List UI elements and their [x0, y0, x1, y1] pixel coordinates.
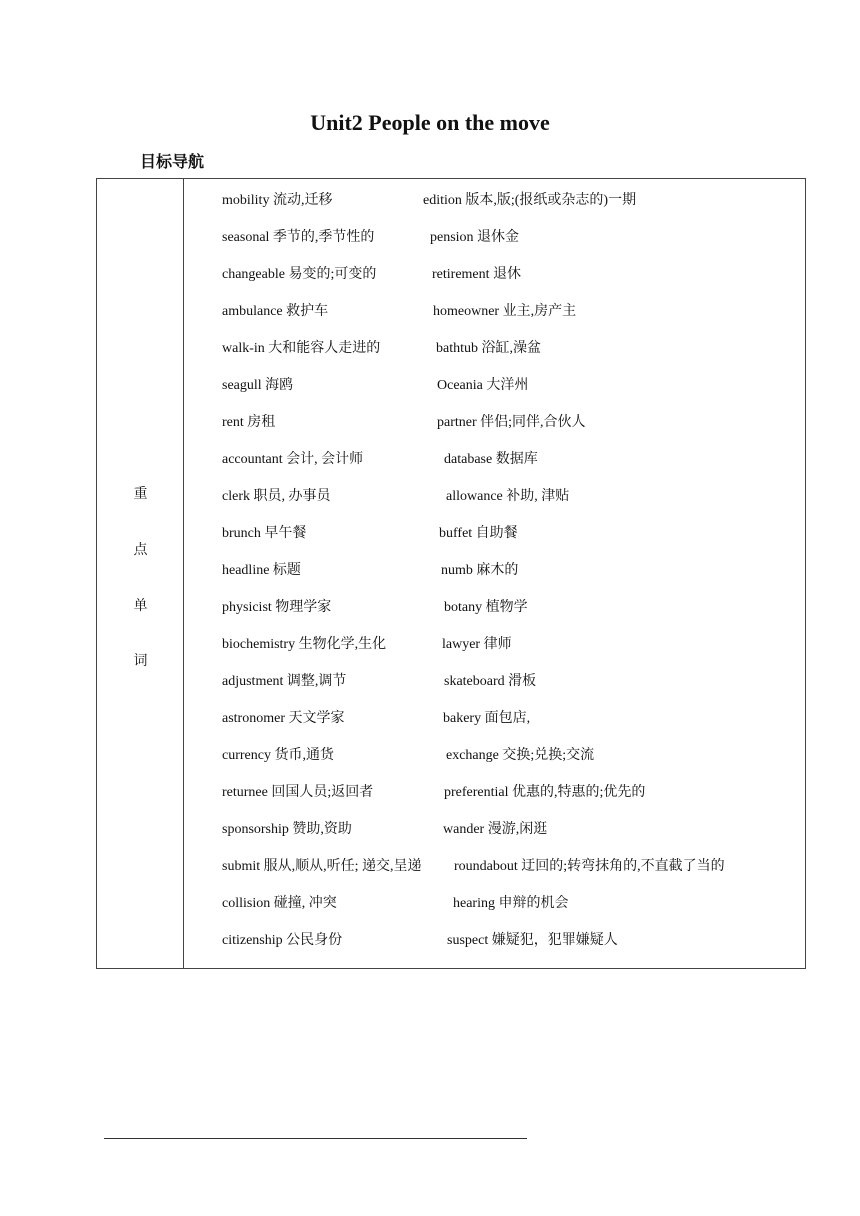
- vocab-entry-right: lawyer 律师: [442, 637, 512, 652]
- vocab-entry-right: Oceania 大洋州: [437, 378, 529, 393]
- vocab-entry-right: bakery 面包店,: [443, 711, 531, 726]
- vocab-entry-left: physicist 物理学家: [222, 600, 332, 615]
- vocab-entry-left: sponsorship 赞助,资助: [222, 822, 352, 837]
- vocab-entry-left: seasonal 季节的,季节性的: [222, 230, 375, 245]
- vocab-entry-left: adjustment 调整,调节: [222, 674, 347, 689]
- vocab-entry-left: biochemistry 生物化学,生化: [222, 637, 387, 652]
- vocab-entry-left: mobility 流动,迁移: [222, 193, 333, 208]
- vocab-entry-left: accountant 会计, 会计师: [222, 452, 364, 467]
- vocab-entry-right: homeowner 业主,房产主: [433, 304, 577, 319]
- vocab-entry-left: rent 房租: [222, 415, 276, 430]
- vocab-entry-right: roundabout 迂回的;转弯抹角的,不直截了当的: [454, 859, 725, 874]
- vocab-entry-right: skateboard 滑板: [444, 674, 537, 689]
- page-title: Unit2 People on the move: [310, 110, 550, 135]
- label-char: 单: [133, 598, 148, 614]
- vocab-entry-right: exchange 交换;兑换;交流: [446, 748, 595, 763]
- vocab-entry-right: numb 麻木的: [441, 563, 519, 578]
- vocab-entry-left: astronomer 天文学家: [222, 711, 345, 726]
- vocab-entry-right: bathtub 浴缸,澡盆: [436, 341, 541, 356]
- vocab-entry-right: edition 版本,版;(报纸或杂志的)一期: [423, 193, 637, 208]
- vocab-entry-right: partner 伴侣;同伴,合伙人: [437, 415, 586, 430]
- vocab-entry-left: submit 服从,顺从,听任; 递交,呈递: [222, 859, 422, 874]
- vocab-entry-right: buffet 自助餐: [439, 526, 518, 541]
- vocab-entry-left: headline 标题: [222, 563, 301, 578]
- vocabulary-label-cell: [97, 179, 184, 968]
- vocab-entry-left: collision 碰撞, 冲突: [222, 896, 337, 911]
- vocab-entry-left: seagull 海鸥: [222, 378, 294, 393]
- vocab-entry-right: suspect 嫌疑犯，犯罪嫌疑人: [447, 933, 618, 948]
- vocab-entry-right: database 数据库: [444, 452, 538, 467]
- vocab-entry-left: brunch 早午餐: [222, 526, 307, 541]
- vocab-entry-right: allowance 补助, 津贴: [446, 489, 570, 504]
- footnote-separator-line: [104, 1138, 527, 1139]
- vocab-entry-left: returnee 回国人员;返回者: [222, 785, 374, 800]
- vocab-entry-right: botany 植物学: [444, 600, 528, 615]
- vocab-entry-left: walk-in 大和能容人走进的: [222, 341, 381, 356]
- vocab-entry-left: changeable 易变的;可变的: [222, 267, 377, 282]
- section-heading: 目标导航: [140, 152, 205, 171]
- vocabulary-table: [96, 178, 806, 969]
- label-char: 词: [133, 653, 148, 669]
- vocab-entry-left: citizenship 公民身份: [222, 933, 343, 948]
- label-char: 重: [133, 486, 148, 502]
- vocab-entry-right: wander 漫游,闲逛: [443, 822, 548, 837]
- vocab-entry-left: clerk 职员, 办事员: [222, 489, 331, 504]
- vocab-entry-left: currency 货币,通货: [222, 748, 334, 763]
- vocab-entry-right: hearing 申辩的机会: [453, 896, 569, 911]
- vocab-entry-left: ambulance 救护车: [222, 304, 329, 319]
- vocab-entry-right: retirement 退休: [432, 267, 522, 282]
- vocab-entry-right: pension 退休金: [430, 230, 520, 245]
- vocab-entry-right: preferential 优惠的,特惠的;优先的: [444, 785, 646, 800]
- label-char: 点: [133, 542, 148, 558]
